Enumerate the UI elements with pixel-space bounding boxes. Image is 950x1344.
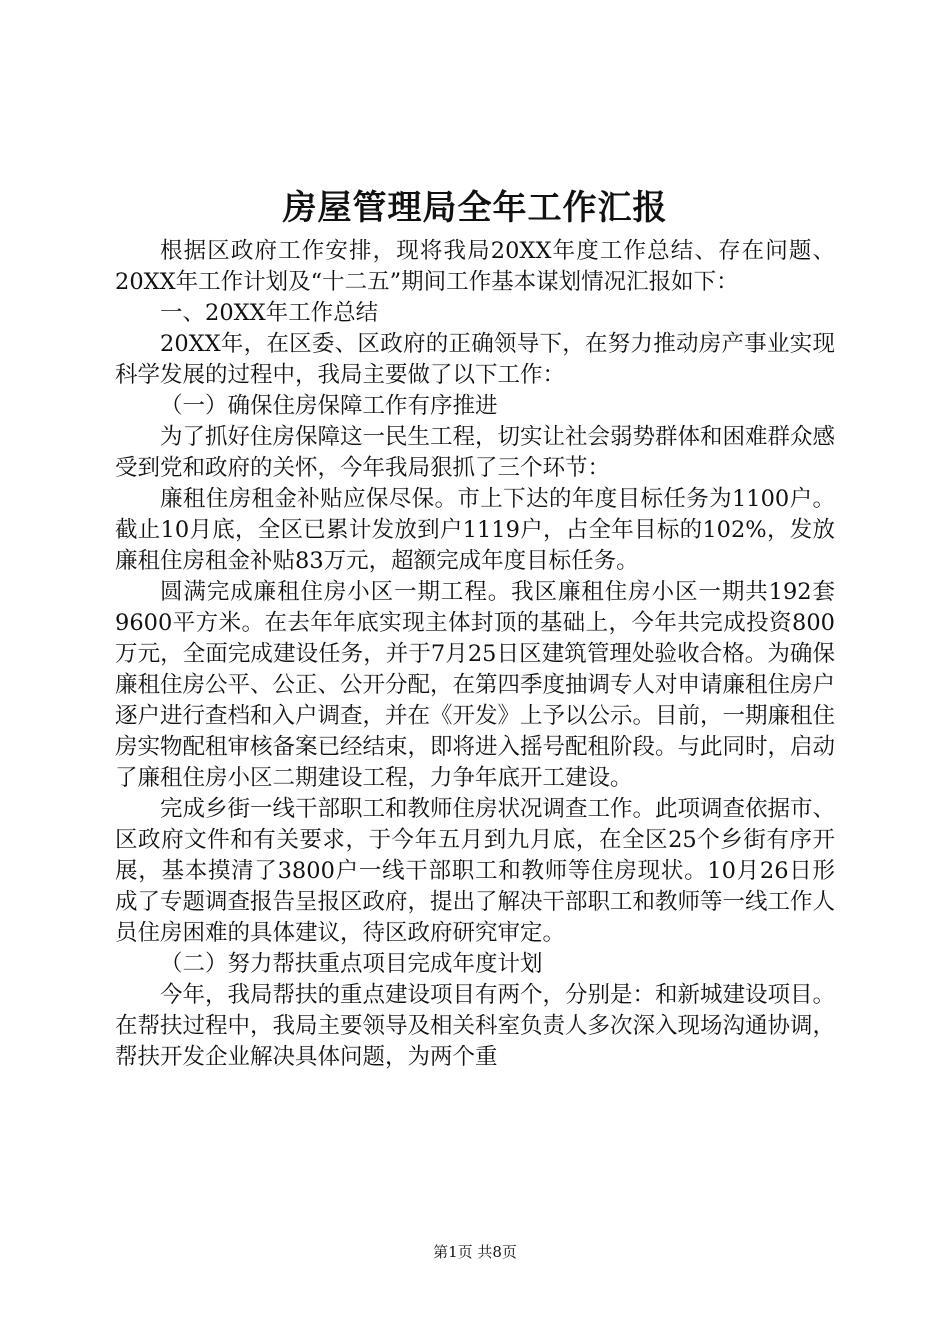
document-title: 房屋管理局全年工作汇报 [282,188,668,228]
page-number: 第1页 共8页 [433,1243,517,1261]
paragraph-rent-subsidy: 廉租住房租金补贴应保尽保。市上下达的年度目标任务为1100户。截止10月底，全区已累计发放到户1119户，占全年目标的102%，发放廉租住房租金补贴83万元，超额完成年度目标任务。 [115,486,835,574]
document-body [115,236,835,1073]
paragraph-summary: 20XX年，在区委、区政府的正确领导下，在努力推动房产事业实现科学发展的过程中，我局主要做了以下工作： [115,331,835,388]
paragraph-intro: 根据区政府工作安排，现将我局20XX年度工作总结、存在问题、20XX年工作计划及“十二五”期间工作基本谋划情况汇报如下： [115,238,835,295]
paragraph-key-projects: 今年，我局帮扶的重点建设项目有两个，分别是：和新城建设项目。在帮扶过程中，我局主要领导及相关科室负责人多次深入现场沟通协调，帮扶开发企业解决具体问题，为两个重 [115,982,836,1070]
paragraph-housing-security: 为了抓好住房保障这一民生工程，切实让社会弱势群体和困难群众感受到党和政府的关怀，今年我局狠抓了三个环节： [115,424,836,481]
paragraph-housing-survey: 完成乡街一线干部职工和教师住房状况调查工作。此项调查依据市、区政府文件和有关要求，于今年五月到九月底，在全区25个乡街有序开展，基本摸清了3800户一线干部职工和教师等住房现状。10月26日形成了专题调查报告呈报区政府，提出了解决干部职工和教师等一线工作人员住房困难的具体建议，待区政府研究审定。 [115,796,836,946]
subsection-heading-2: （二）努力帮扶重点项目完成年度计划 [160,951,543,977]
section-heading-1: 一、20XX年工作总结 [160,300,379,326]
paragraph-lowrent-project: 圆满完成廉租住房小区一期工程。我区廉租住房小区一期共192套9600平方米。在去年年底实现主体封顶的基础上，今年共完成投资800万元，全面完成建设任务，并于7月25日区建筑管理处验收合格。为确保廉租住房公平、公正、公开分配，在第四季度抽调专人对申请廉租住房户逐户进行查档和入户调查，并在《开发》上予以公示。目前，一期廉租住房实物配租审核备案已经结束，即将进入摇号配租阶段。与此同时，启动了廉租住房小区二期建设工程，力争年底开工建设。 [115,579,836,791]
subsection-heading-1: （一）确保住房保障工作有序推进 [160,393,498,419]
